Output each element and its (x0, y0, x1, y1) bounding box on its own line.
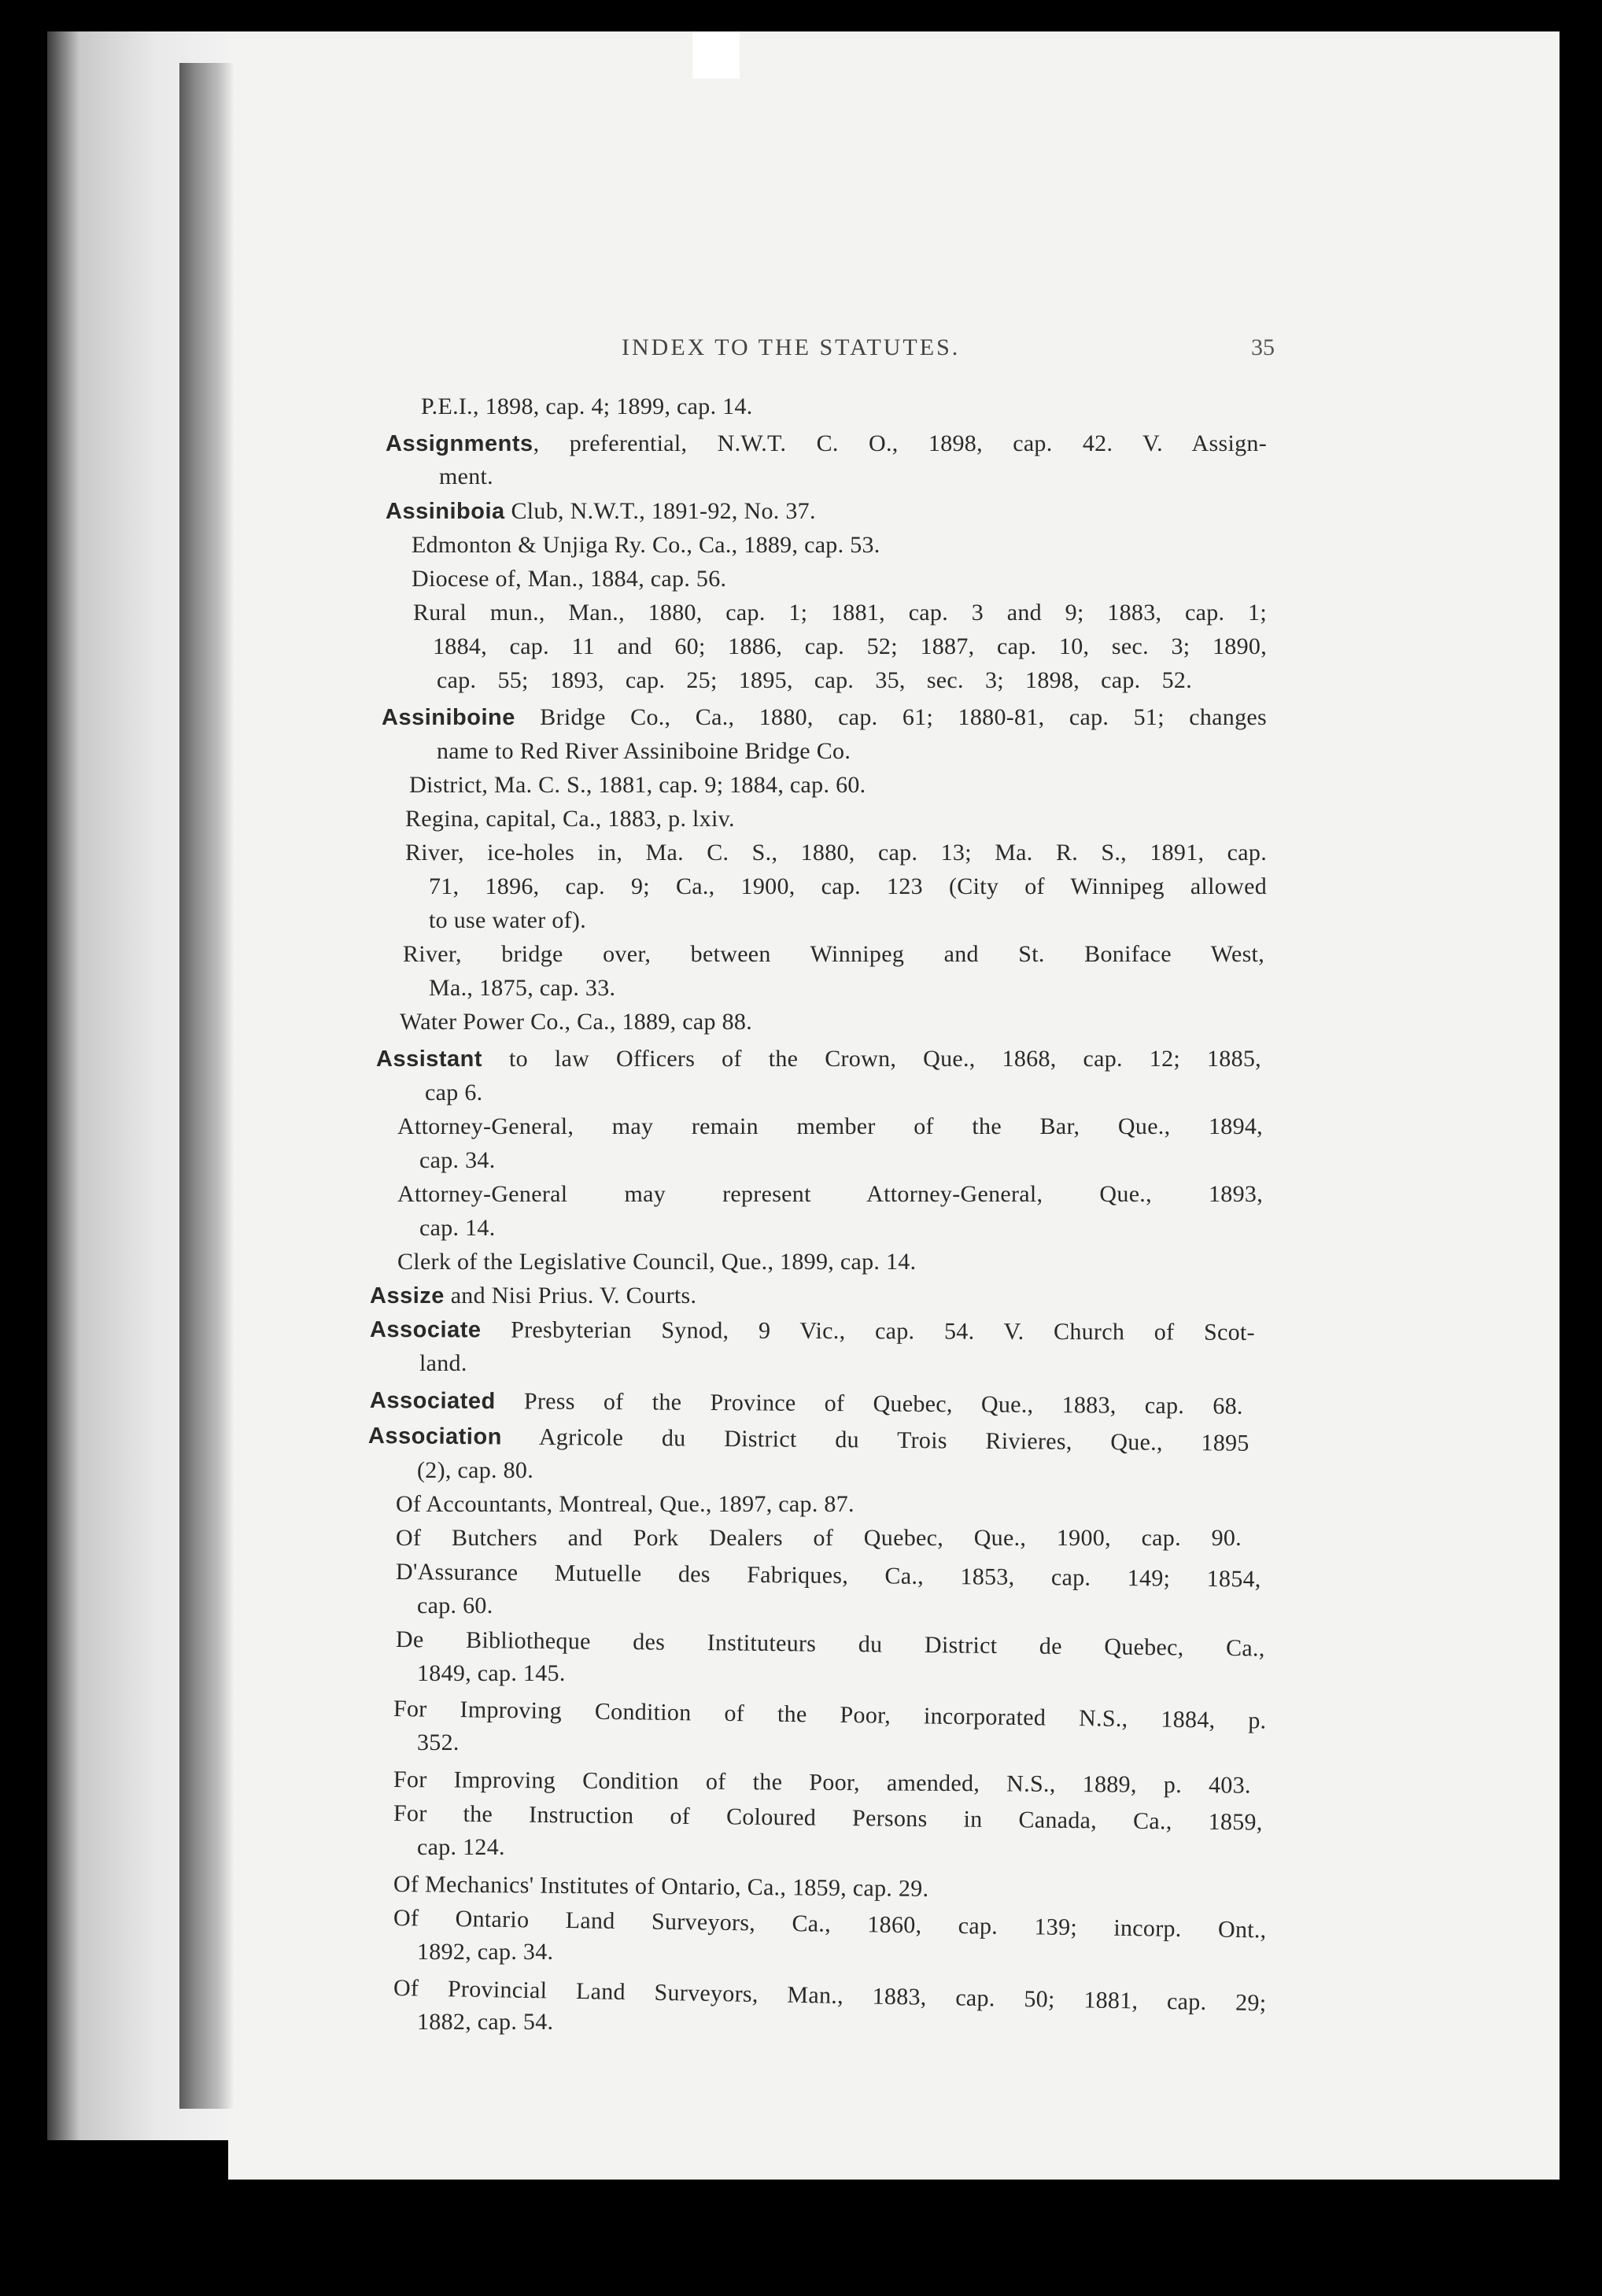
index-headword: Assize (370, 1283, 445, 1309)
index-line (386, 498, 816, 525)
index-text: cap. 55; 1893, cap. 25; 1895, cap. 35, sec. 3; 1898, cap. 52. (437, 667, 1192, 693)
index-line (393, 1871, 929, 1903)
index-text: 1892, cap. 34. (417, 1939, 554, 1965)
index-line (417, 1939, 553, 1966)
index-line (370, 1316, 1255, 1346)
index-text: District, Ma. C. S., 1881, cap. 9; 1884, cap. 60. (409, 772, 866, 798)
index-headword: Assiniboia (386, 499, 505, 524)
index-text: land. (419, 1350, 467, 1376)
index-text: Diocese of, Man., 1884, cap. 56. (412, 566, 727, 592)
index-text: , preferential, N.W.T. C. O., 1898, cap. 42. V. Assign- (533, 430, 1267, 456)
index-line (412, 566, 726, 592)
index-headword: Assignments (386, 431, 533, 456)
spine-shadow (179, 63, 234, 2109)
index-line (417, 1729, 460, 1756)
index-line (382, 704, 1267, 731)
index-line (405, 806, 735, 832)
index-text: Agricole du District du Trois Rivieres, Que., 1895 (501, 1423, 1249, 1456)
index-line (437, 667, 1192, 694)
running-title: INDEX TO THE STATUTES. (622, 334, 961, 360)
index-line (417, 2009, 553, 2036)
index-line (417, 1593, 493, 1619)
index-line (417, 1660, 566, 1687)
index-line (429, 873, 1267, 900)
index-headword: Association (367, 1423, 503, 1450)
page-number: 35 (1251, 334, 1275, 360)
index-text: cap. 14. (419, 1215, 496, 1241)
index-line (425, 1080, 482, 1106)
page-mark (692, 31, 740, 79)
index-text: De Bibliotheque des Instituteurs du District de Quebec, Ca., (395, 1626, 1265, 1662)
index-text: Press of the Province of Quebec, Que., 1883, cap. 68. (495, 1388, 1243, 1419)
index-line (400, 1009, 752, 1035)
index-text: cap. 124. (417, 1834, 505, 1860)
index-text: Ma., 1875, cap. 33. (429, 975, 616, 1001)
index-text: D'Assurance Mutuelle des Fabriques, Ca., 1853, cap. 149; 1854, (395, 1559, 1261, 1593)
index-text: P.E.I., 1898, cap. 4; 1899, cap. 14. (421, 393, 753, 419)
index-text: 1882, cap. 54. (417, 2009, 554, 2035)
index-line (439, 463, 493, 490)
index-line (413, 600, 1267, 626)
index-text: cap. 34. (419, 1147, 496, 1173)
index-headword: Associated (369, 1388, 496, 1415)
index-line (419, 1147, 496, 1174)
index-text: Water Power Co., Ca., 1889, cap 88. (400, 1009, 752, 1035)
index-text: For Improving Condition of the Poor, incorporated N.S., 1884, p. (393, 1696, 1267, 1734)
index-text: Of Mechanics' Institutes of Ontario, Ca., 1859, cap. 29. (393, 1871, 929, 1902)
index-line (419, 1215, 496, 1242)
index-text: Attorney-General may represent Attorney-General, Que., 1893, (397, 1181, 1263, 1207)
index-text: For the Instruction of Coloured Persons in Canada, Ca., 1859, (393, 1800, 1263, 1836)
index-text: Club, N.W.T., 1891-92, No. 37. (504, 498, 816, 524)
index-text: 1849, cap. 145. (417, 1660, 566, 1686)
index-text: Edmonton & Unjiga Ry. Co., Ca., 1889, cap. 53. (412, 532, 880, 558)
index-line (417, 1457, 533, 1484)
index-text: Rural mun., Man., 1880, cap. 1; 1881, cap. 3 and 9; 1883, cap. 1; (413, 600, 1267, 626)
index-text: Attorney-General, may remain member of the Bar, Que., 1894, (397, 1113, 1263, 1139)
index-text: and Nisi Prius. V. Courts. (444, 1283, 697, 1309)
index-text: Of Accountants, Montreal, Que., 1897, cap. 87. (396, 1491, 855, 1517)
index-line (412, 532, 880, 559)
index-line (421, 393, 753, 420)
index-line (409, 772, 866, 799)
index-text: name to Red River Assiniboine Bridge Co. (437, 738, 851, 764)
index-line (370, 1283, 696, 1309)
index-line (396, 1525, 1242, 1552)
index-headword: Assiniboine (382, 705, 515, 730)
index-line (405, 840, 1267, 866)
index-line (419, 1350, 467, 1377)
index-line (386, 430, 1267, 457)
index-text: Of Ontario Land Surveyors, Ca., 1860, cap. 139; incorp. Ont., (393, 1905, 1267, 1943)
index-text: 1884, cap. 11 and 60; 1886, cap. 52; 1887, cap. 10, sec. 3; 1890, (433, 633, 1267, 659)
index-headword: Associate (369, 1317, 482, 1343)
index-text: ment. (439, 463, 493, 489)
index-line (429, 975, 615, 1002)
index-text: Bridge Co., Ca., 1880, cap. 61; 1880-81, cap. 51; changes (515, 704, 1267, 730)
index-line (437, 738, 851, 765)
index-line (417, 1834, 505, 1861)
index-text: Of Provincial Land Surveyors, Man., 1883, cap. 50; 1881, cap. 29; (393, 1975, 1267, 2017)
index-line (396, 1491, 855, 1518)
index-text: Presbyterian Synod, 9 Vic., cap. 54. V. Church of Scot- (481, 1316, 1255, 1345)
index-line (403, 941, 1264, 968)
index-line (376, 1046, 1261, 1072)
index-text: For Improving Condition of the Poor, amended, N.S., 1889, p. 403. (393, 1766, 1251, 1799)
index-text: River, ice-holes in, Ma. C. S., 1880, cap. 13; Ma. R. S., 1891, cap. (405, 840, 1267, 866)
index-text: 71, 1896, cap. 9; Ca., 1900, cap. 123 (City of Winnipeg allowed (429, 873, 1267, 899)
index-text: Regina, capital, Ca., 1883, p. lxiv. (405, 806, 735, 832)
index-text: (2), cap. 80. (417, 1457, 534, 1483)
index-text: to law Officers of the Crown, Que., 1868, cap. 12; 1885, (482, 1046, 1261, 1072)
index-line (397, 1113, 1263, 1140)
index-text: River, bridge over, between Winnipeg and St. Boniface West, (403, 941, 1264, 967)
index-line (429, 907, 586, 934)
index-text: Clerk of the Legislative Council, Que., 1899, cap. 14. (397, 1249, 917, 1275)
index-line (397, 1181, 1263, 1208)
index-line (433, 633, 1267, 660)
index-headword: Assistant (376, 1046, 483, 1072)
index-text: Of Butchers and Pork Dealers of Quebec, Que., 1900, cap. 90. (396, 1525, 1242, 1551)
index-text: to use water of). (429, 907, 587, 933)
index-line (397, 1249, 916, 1275)
index-text: 352. (417, 1729, 460, 1755)
index-text: cap. 60. (417, 1593, 493, 1619)
index-text: cap 6. (425, 1080, 483, 1106)
